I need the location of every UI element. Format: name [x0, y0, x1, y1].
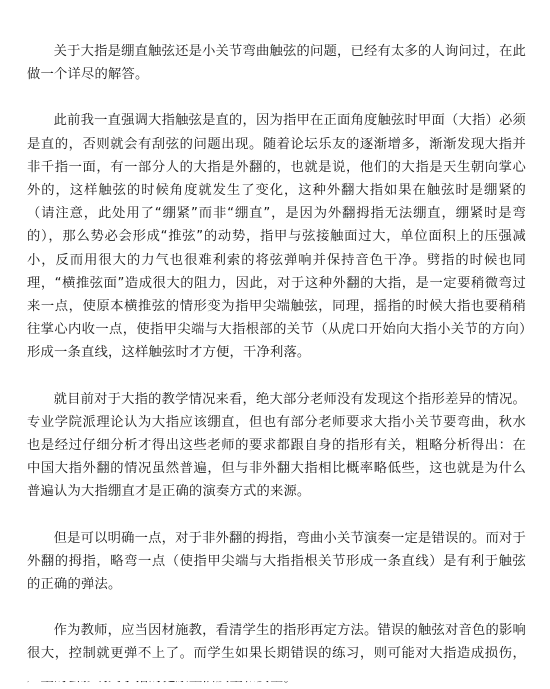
page-bottom-cutoff	[0, 667, 550, 681]
paragraph-teacher-advice: 作为教师，应当因材施教，看清学生的指形再定方法。错误的触弦对音色的影响很大，控制就更弹不上了。而学生如果长期错误的练习，则可能对大指造成损伤，	[27, 623, 526, 662]
paragraph-gap	[27, 86, 526, 109]
paragraph-gap	[27, 596, 526, 619]
paragraph-gap	[27, 365, 526, 388]
paragraph-everted-thumb: 此前我一直强调大指触弦是直的，因为指甲在正面角度触弦时甲面（大指）必须是直的，否则就会有刮弦的问题出现。随着论坛乐友的逐渐增多，渐渐发现大指并非千指一面，有一部分人的大指是外翻的，也就是说，他们的大指是天生朝向掌心外的，这样触弦的时候角度就发生了变化，这种外翻大指如果在触弦时是绷紧的（请注意，此处用了“绷紧”而非“绷直”，是因为外翻拇指无法绷直，绷紧时是弯的），那么势必会形成“推弦”的动势，指甲与弦接触面过大，单位面积上的压强减小，反而用很大的力气也很难利索的将弦弹响并保持音色干净。劈指的时候也同理，“横推弦面”造成很大的阻力，因此，对于这种外翻的大指，是一定要稍微弯过来一点，使原本横推弦的情形变为指甲尖端触弦，同理，摇指的时候大指也要稍稍往掌心内收一点，使指甲尖端与大指根部的关节（从虎口开始向大指小关节的方向）形成一条直线，这样触弦时才方便，干净利落。	[27, 113, 526, 361]
paragraph-teaching-status: 就目前对于大指的教学情况来看，绝大部分老师没有发现这个指形差异的情况。专业学院派理论认为大指应该绷直，但也有部分老师要求大指小关节要弯曲，秋水也是经过仔细分析才得出这些老师的要求都跟自身的指形有关，粗略分析得出：在中国大指外翻的情况虽然普遍，但与非外翻大指相比概率略低些，这也就是为什么普遍认为大指绷直才是正确的演奏方式的来源。	[27, 391, 526, 500]
paragraph-intro: 关于大指是绷直触弦还是小关节弯曲触弦的问题，已经有太多的人询问过，在此做一个详尽的解答。	[27, 44, 526, 83]
paragraph-conclusion: 但是可以明确一点，对于非外翻的拇指，弯曲小关节演奏一定是错误的。而对于外翻的拇指，略弯一点（使指甲尖端与大指指根关节形成一条直线）是有利于触弦的正确的弹法。	[27, 530, 526, 593]
paragraph-gap	[27, 504, 526, 527]
